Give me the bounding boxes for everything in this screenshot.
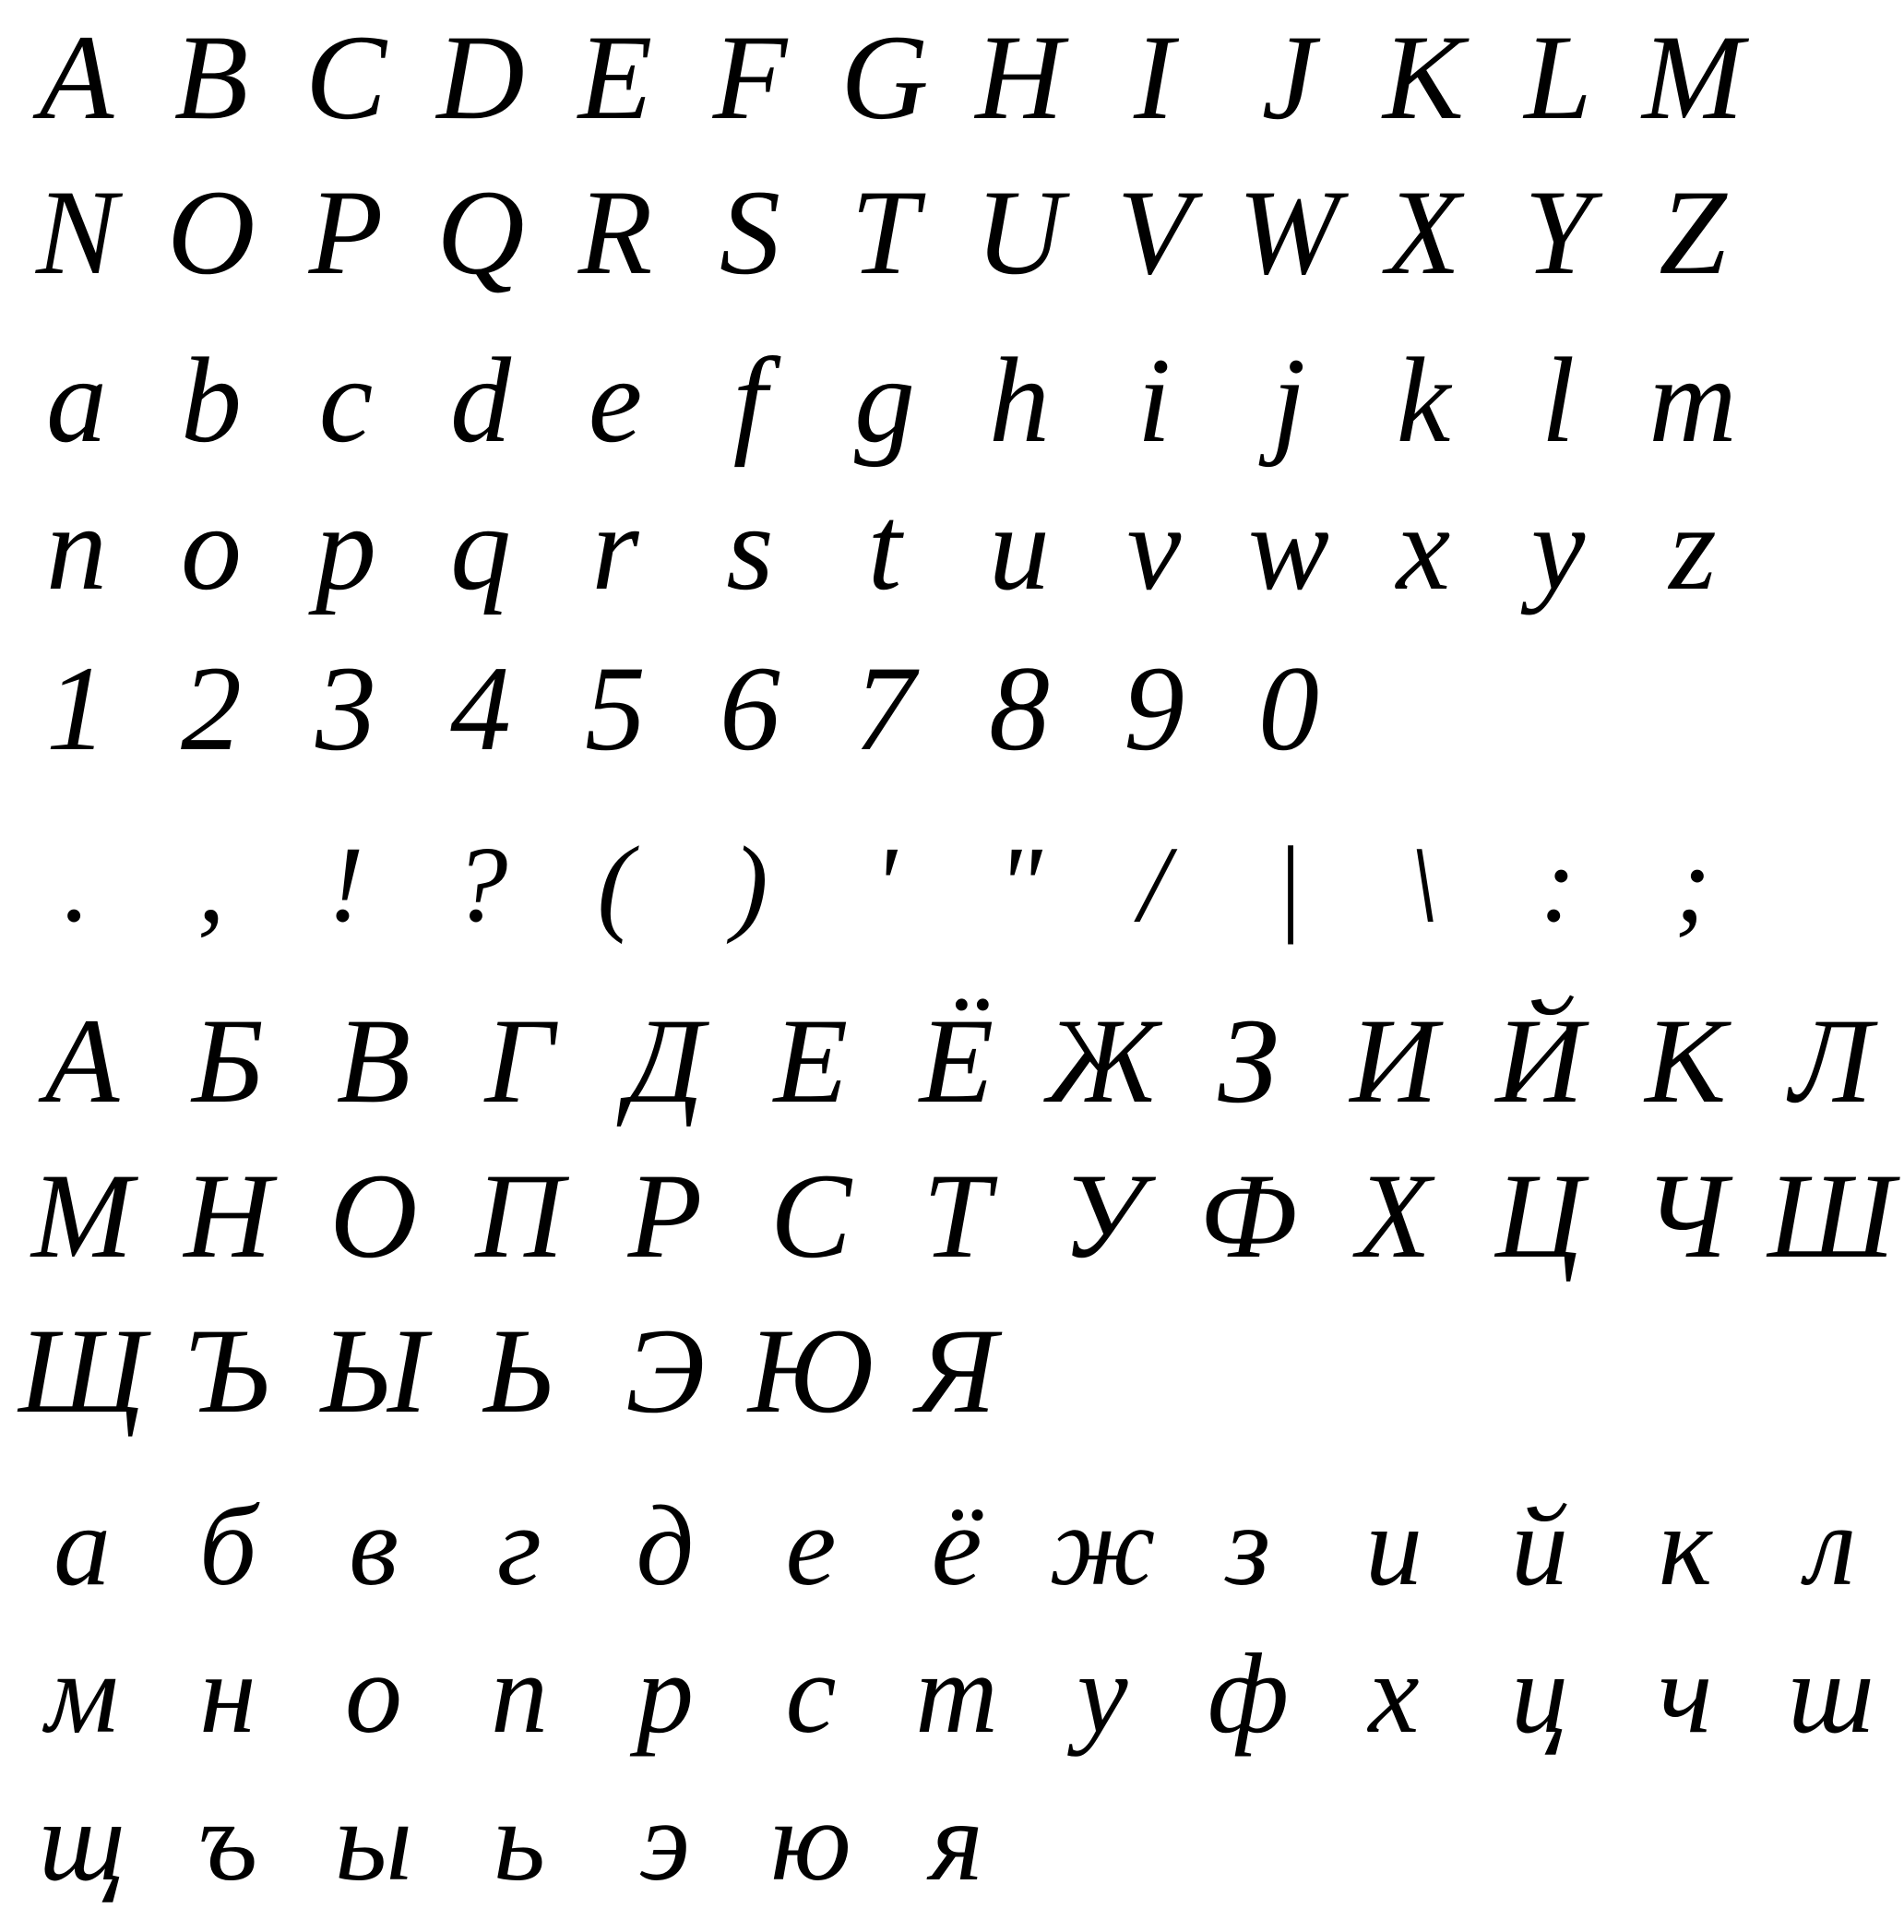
- glyph-cell: ": [996, 824, 1042, 945]
- glyph-cell: Ф: [1198, 1148, 1298, 1283]
- glyph-cell: I: [1134, 9, 1174, 145]
- glyph-row: [9, 480, 1754, 635]
- glyph-cell: 0: [1258, 640, 1319, 776]
- glyph-cell: л: [1805, 1483, 1857, 1609]
- glyph-cell: g: [854, 332, 915, 468]
- glyph-cell: Ж: [1046, 993, 1159, 1128]
- glyph-cell: Щ: [18, 1303, 146, 1438]
- glyph-cell: E: [577, 9, 653, 145]
- glyph-cell: Ю: [747, 1303, 875, 1438]
- glyph-cell: С: [769, 1148, 852, 1283]
- glyph-cell: ч: [1658, 1630, 1713, 1757]
- glyph-cell: Б: [192, 993, 264, 1128]
- glyph-cell: Г: [484, 993, 554, 1128]
- glyph-cell: K: [1382, 9, 1465, 145]
- glyph-cell: Т: [922, 1148, 991, 1283]
- glyph-row: [9, 1303, 1754, 1465]
- glyph-cell: V: [1116, 164, 1192, 300]
- glyph-cell: Ы: [320, 1303, 427, 1438]
- glyph-cell: M: [1642, 9, 1743, 145]
- glyph-cell: v: [1126, 480, 1182, 615]
- glyph-cell: ;: [1674, 824, 1711, 945]
- glyph-cell: .: [63, 824, 90, 945]
- glyph-cell: Й: [1495, 993, 1584, 1128]
- glyph-cell: q: [450, 480, 511, 615]
- glyph-cell: Ч: [1643, 1148, 1728, 1283]
- glyph-cell: ф: [1207, 1630, 1290, 1757]
- glyph-cell: h: [989, 332, 1050, 468]
- glyph-cell: (: [597, 824, 634, 945]
- glyph-cell: s: [726, 480, 774, 615]
- glyph-cell: :: [1540, 824, 1577, 945]
- glyph-cell: x: [1396, 480, 1451, 615]
- glyph-cell: ': [873, 824, 897, 945]
- glyph-cell: b: [181, 332, 242, 468]
- glyph-cell: P: [308, 164, 384, 300]
- glyph-cell: ?: [453, 824, 508, 945]
- glyph-cell: Q: [436, 164, 525, 300]
- glyph-cell: ь: [493, 1778, 546, 1904]
- glyph-cell: ш: [1788, 1630, 1874, 1757]
- glyph-cell: A: [39, 9, 114, 145]
- glyph-cell: j: [1271, 332, 1306, 468]
- glyph-cell: ъ: [197, 1778, 258, 1904]
- glyph-cell: В: [336, 993, 411, 1128]
- glyph-cell: Э: [625, 1303, 706, 1438]
- glyph-cell: г: [496, 1483, 542, 1609]
- glyph-cell: ю: [770, 1778, 851, 1904]
- glyph-cell: H: [975, 9, 1064, 145]
- glyph-cell: 5: [585, 640, 646, 776]
- glyph-cell: М: [31, 1148, 133, 1283]
- glyph-cell: с: [785, 1630, 837, 1757]
- glyph-cell: 9: [1124, 640, 1184, 776]
- glyph-cell: 2: [181, 640, 242, 776]
- glyph-cell: ): [732, 824, 768, 945]
- glyph-cell: C: [304, 9, 387, 145]
- glyph-cell: у: [1077, 1630, 1128, 1757]
- glyph-cell: К: [1645, 993, 1726, 1128]
- row-gap: [9, 1465, 1754, 1489]
- glyph-cell: о: [345, 1630, 402, 1757]
- glyph-cell: w: [1247, 480, 1330, 615]
- glyph-cell: X: [1386, 164, 1461, 300]
- glyph-cell: l: [1541, 332, 1576, 468]
- glyph-cell: !: [327, 824, 364, 945]
- glyph-row: [9, 9, 1754, 172]
- glyph-cell: п: [491, 1630, 548, 1757]
- glyph-cell: t: [867, 480, 902, 615]
- glyph-row: [9, 1630, 1874, 1784]
- glyph-cell: е: [785, 1483, 837, 1609]
- glyph-cell: 3: [315, 640, 376, 776]
- glyph-cell: p: [315, 480, 376, 615]
- glyph-cell: z: [1669, 480, 1717, 615]
- glyph-cell: Ь: [483, 1303, 555, 1438]
- glyph-cell: р: [637, 1630, 694, 1757]
- glyph-cell: я: [930, 1778, 983, 1904]
- glyph-cell: R: [577, 164, 653, 300]
- glyph-row: [9, 1483, 1857, 1637]
- glyph-cell: П: [475, 1148, 564, 1283]
- glyph-cell: Л: [1790, 993, 1873, 1128]
- glyph-cell: Ё: [919, 993, 994, 1128]
- glyph-cell: |: [1273, 824, 1304, 945]
- glyph-row: [9, 164, 1754, 327]
- glyph-cell: а: [54, 1483, 111, 1609]
- glyph-cell: G: [840, 9, 929, 145]
- glyph-cell: У: [1061, 1148, 1144, 1283]
- glyph-cell: Р: [627, 1148, 703, 1283]
- glyph-row: [9, 993, 1873, 1155]
- glyph-cell: T: [851, 164, 919, 300]
- glyph-row: [9, 332, 1754, 487]
- glyph-cell: ё: [931, 1483, 982, 1609]
- glyph-cell: N: [35, 164, 118, 300]
- glyph-cell: Ш: [1767, 1148, 1895, 1283]
- glyph-cell: И: [1350, 993, 1438, 1128]
- glyph-cell: З: [1218, 993, 1279, 1128]
- glyph-cell: r: [591, 480, 639, 615]
- glyph-cell: и: [1365, 1483, 1422, 1609]
- glyph-cell: ц: [1511, 1630, 1568, 1757]
- glyph-cell: в: [349, 1483, 399, 1609]
- glyph-row: [9, 1148, 1895, 1310]
- glyph-cell: н: [199, 1630, 256, 1757]
- glyph-cell: d: [450, 332, 511, 468]
- glyph-cell: Ц: [1495, 1148, 1584, 1283]
- glyph-cell: щ: [39, 1778, 125, 1904]
- glyph-cell: А: [44, 993, 120, 1128]
- glyph-cell: м: [45, 1630, 119, 1757]
- glyph-cell: Д: [626, 993, 704, 1128]
- glyph-cell: D: [436, 9, 525, 145]
- glyph-cell: y: [1530, 480, 1586, 615]
- glyph-cell: ж: [1049, 1483, 1156, 1609]
- glyph-cell: д: [636, 1483, 695, 1609]
- glyph-cell: W: [1238, 164, 1339, 300]
- glyph-cell: х: [1368, 1630, 1420, 1757]
- glyph-cell: ы: [335, 1778, 412, 1904]
- glyph-cell: i: [1136, 332, 1172, 468]
- glyph-cell: /: [1138, 824, 1170, 945]
- glyph-cell: m: [1648, 332, 1737, 468]
- glyph-row: [9, 1778, 1754, 1932]
- glyph-cell: О: [329, 1148, 418, 1283]
- glyph-cell: ,: [197, 824, 225, 945]
- glyph-cell: Z: [1659, 164, 1727, 300]
- glyph-cell: U: [975, 164, 1064, 300]
- glyph-cell: 8: [989, 640, 1050, 776]
- glyph-cell: c: [318, 332, 374, 468]
- glyph-cell: Y: [1524, 164, 1592, 300]
- glyph-cell: 6: [720, 640, 780, 776]
- glyph-row: [9, 640, 1754, 806]
- glyph-cell: б: [198, 1483, 257, 1609]
- glyph-cell: n: [46, 480, 107, 615]
- glyph-cell: 4: [450, 640, 511, 776]
- glyph-cell: J: [1261, 9, 1316, 145]
- glyph-cell: т: [915, 1630, 998, 1757]
- glyph-cell: Я: [916, 1303, 997, 1438]
- glyph-cell: k: [1396, 332, 1451, 468]
- glyph-cell: Е: [773, 993, 849, 1128]
- glyph-cell: Ъ: [186, 1303, 269, 1438]
- glyph-cell: F: [712, 9, 788, 145]
- glyph-cell: u: [989, 480, 1050, 615]
- glyph-cell: Х: [1356, 1148, 1432, 1283]
- glyph-cell: к: [1658, 1483, 1712, 1609]
- glyph-cell: a: [46, 332, 107, 468]
- glyph-cell: й: [1511, 1483, 1568, 1609]
- glyph-cell: 7: [854, 640, 915, 776]
- glyph-cell: f: [732, 332, 768, 468]
- glyph-cell: 1: [46, 640, 107, 776]
- glyph-cell: B: [173, 9, 249, 145]
- glyph-cell: S: [720, 164, 780, 300]
- glyph-cell: з: [1225, 1483, 1271, 1609]
- glyph-cell: Н: [184, 1148, 272, 1283]
- glyph-cell: O: [167, 164, 256, 300]
- glyph-cell: L: [1524, 9, 1592, 145]
- glyph-cell: \: [1408, 824, 1439, 945]
- glyph-cell: o: [181, 480, 242, 615]
- row-gap: [9, 987, 1754, 1000]
- glyph-cell: э: [639, 1778, 691, 1904]
- glyph-row: [9, 824, 1754, 987]
- glyph-cell: e: [588, 332, 643, 468]
